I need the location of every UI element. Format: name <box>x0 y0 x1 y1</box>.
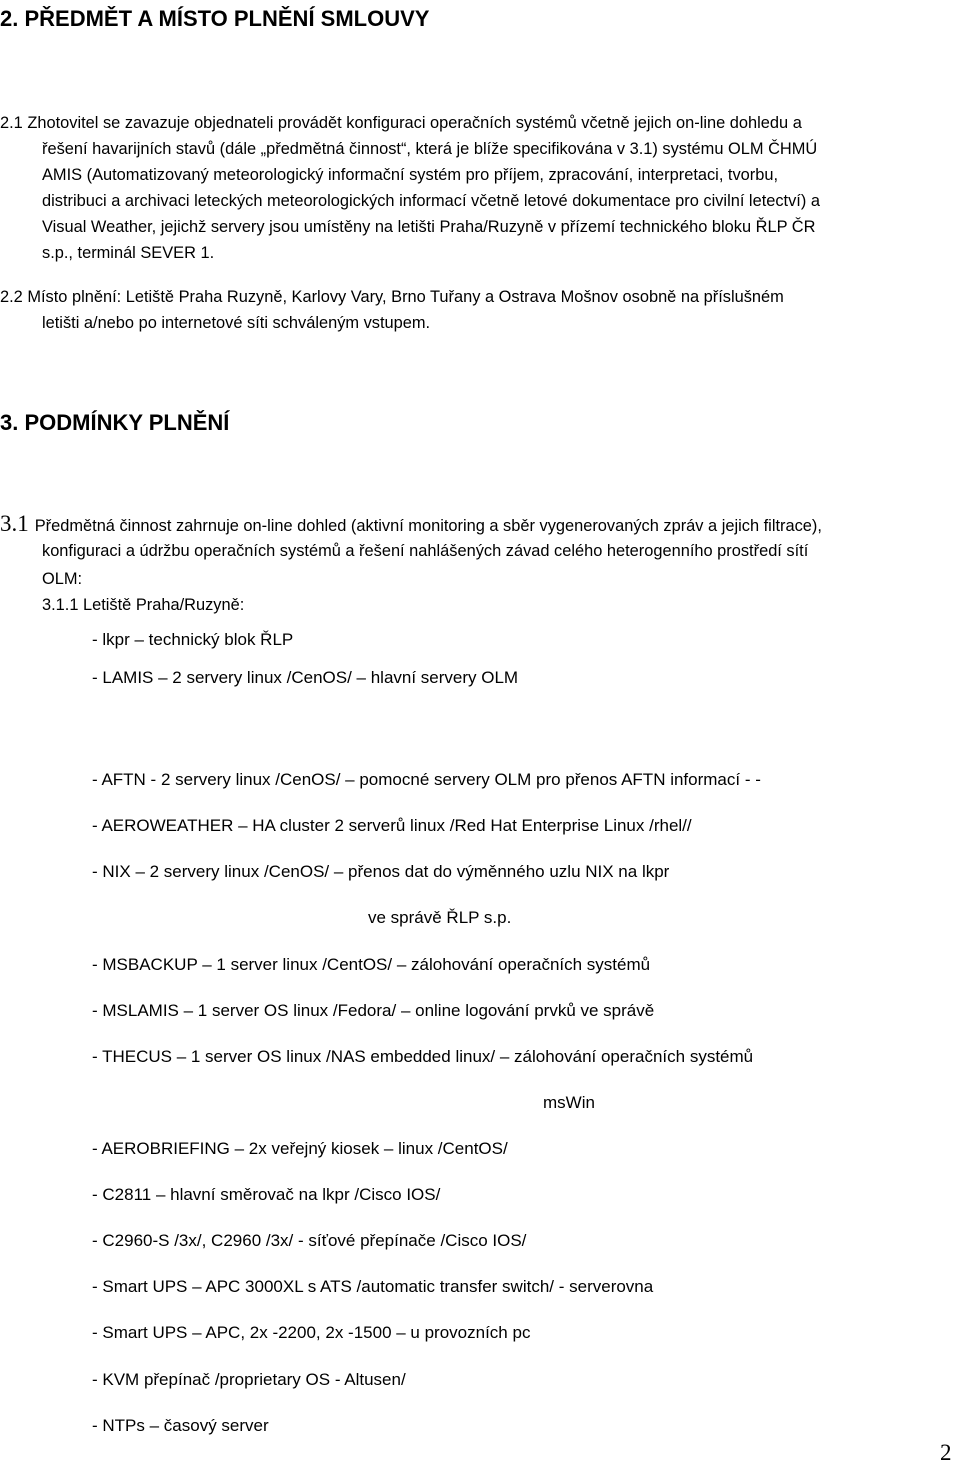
list-item: - KVM přepínač /proprietary OS - Altusen/ <box>92 1370 406 1389</box>
list-item: - lkpr – technický blok ŘLP <box>92 630 294 649</box>
list-item: - Smart UPS – APC 3000XL s ATS /automatic transfer switch/ - serverovna <box>92 1277 654 1296</box>
paragraph-number: 3.1 <box>0 511 29 536</box>
list-item: - Smart UPS – APC, 2x -2200, 2x -1500 – u provozních pc <box>92 1323 531 1342</box>
paragraph-line: Visual Weather, jejichž servery jsou umístěny na letišti Praha/Ruzyně v přízemí technického bloku ŘLP ČR <box>42 218 816 236</box>
list-item: - C2960-S /3x/, C2960 /3x/ - síťové přepínače /Cisco IOS/ <box>92 1231 527 1250</box>
paragraph-2-1 <box>0 110 820 266</box>
paragraph-line: konfiguraci a údržbu operačních systémů a řešení nahlášených závad celého heterogenního prostředí sítí <box>42 542 809 560</box>
section-3-heading: 3. PODMÍNKY PLNĚNÍ <box>0 410 230 435</box>
list-item: - AEROWEATHER – HA cluster 2 serverů linux /Red Hat Enterprise Linux /rhel// <box>92 816 692 835</box>
subsection-3-1-1: 3.1.1 Letiště Praha/Ruzyně: <box>42 596 245 614</box>
paragraph-line-justified <box>42 538 958 564</box>
paragraph-line: OLM: <box>42 570 83 588</box>
list-item: - THECUS – 1 server OS linux /NAS embedded linux/ – zálohování operačních systémů <box>92 1047 754 1066</box>
list-item-continuation: ve správě ŘLP s.p. <box>368 908 512 927</box>
list-item: - MSBACKUP – 1 server linux /CentOS/ – zálohování operačních systémů <box>92 955 651 974</box>
list-item: - C2811 – hlavní směrovač na lkpr /Cisco IOS/ <box>92 1185 441 1204</box>
list-item: - MSLAMIS – 1 server OS linux /Fedora/ – online logování prvků ve správě <box>92 1001 655 1020</box>
paragraph-line: 2.2 Místo plnění: Letiště Praha Ruzyně, Karlovy Vary, Brno Tuřany a Ostrava Mošnov osobně na příslušném <box>0 288 784 306</box>
list-item: - NTPs – časový server <box>92 1416 269 1435</box>
paragraph-line: 2.1 Zhotovitel se zavazuje objednateli provádět konfiguraci operačních systémů včetně jejich on-line dohledu a <box>0 114 802 132</box>
paragraph-line: letišti a/nebo po internetové síti schváleným vstupem. <box>42 314 431 332</box>
paragraph-line: řešení havarijních stavů (dále „předmětná činnost“, která je blíže specifikována v 3.1) systému OLM ČHMÚ <box>42 140 818 158</box>
list-item: - NIX – 2 servery linux /CenOS/ – přenos dat do výměnného uzlu NIX na lkpr <box>92 862 670 881</box>
page-number: 2 <box>940 1440 952 1465</box>
paragraph-2-2 <box>0 284 784 336</box>
list-item: - LAMIS – 2 servery linux /CenOS/ – hlavní servery OLM <box>92 668 519 687</box>
list-item-continuation: msWin <box>543 1093 595 1112</box>
paragraph-line: s.p., terminál SEVER 1. <box>42 244 215 262</box>
paragraph-3-1 <box>0 510 822 541</box>
paragraph-line: distribuci a archivaci leteckých meteorologických informací včetně letové dokumentace pro civilní letectví) a <box>42 192 820 210</box>
list-item: - AFTN - 2 servery linux /CenOS/ – pomocné servery OLM pro přenos AFTN informací - - <box>92 770 761 789</box>
paragraph-line: AMIS (Automatizovaný meteorologický informační systém pro příjem, zpracování, interpretaci, tvorbu, <box>42 166 779 184</box>
list-item: - AEROBRIEFING – 2x veřejný kiosek – linux /CentOS/ <box>92 1139 508 1158</box>
paragraph-line: Předmětná činnost zahrnuje on-line dohled (aktivní monitoring a sběr vygenerovaných zpráv a jejich filtrace), <box>34 517 822 535</box>
section-2-heading: 2. PŘEDMĚT A MÍSTO PLNĚNÍ SMLOUVY <box>0 6 430 31</box>
